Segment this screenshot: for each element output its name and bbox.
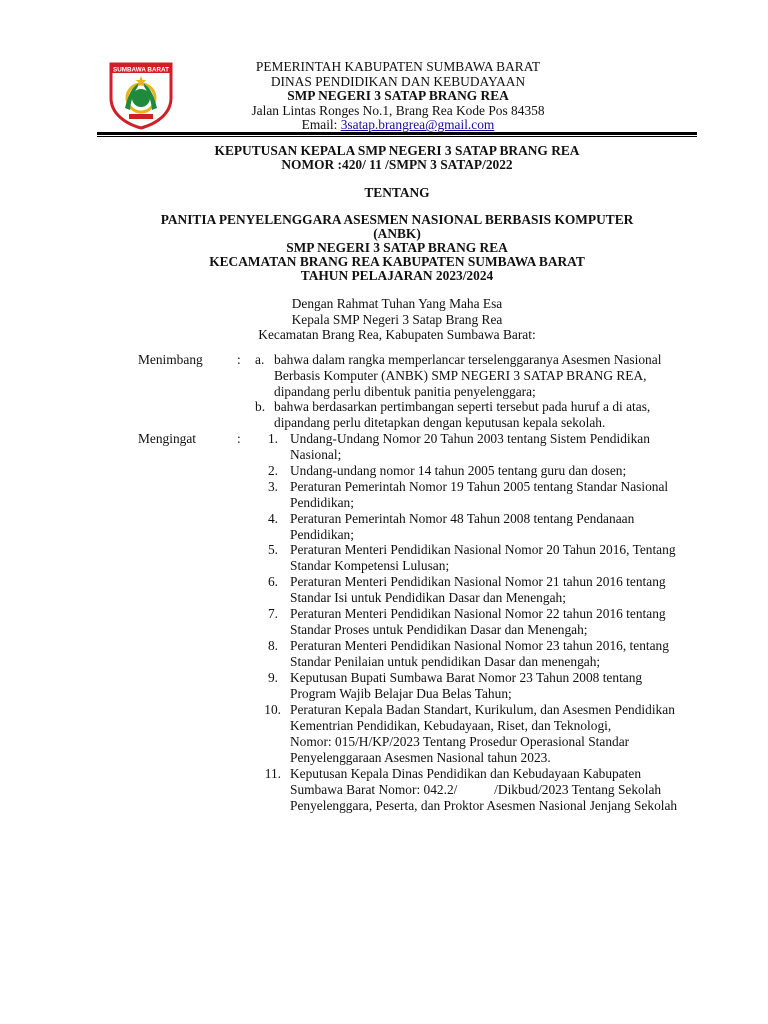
mengingat-number: 2.	[267, 463, 278, 478]
letterhead-department: DINAS PENDIDIKAN DAN KEBUDAYAAN	[270, 73, 526, 89]
letterhead-address: Jalan Lintas Ronges No.1, Brang Rea Kode Pos 84358	[251, 102, 545, 118]
menimbang-text: bahwa dalam rangka memperlancar terselenggaranya Asesmen Nasional	[274, 352, 662, 367]
mengingat-text: Peraturan Menteri Pendidikan Nasional Nomor 23 tahun 2016, tentang	[290, 638, 669, 653]
mengingat-text: Peraturan Kepala Badan Standart, Kurikulum, dan Asesmen Pendidikan	[290, 702, 675, 717]
letterhead-rule-thin	[97, 136, 697, 137]
subject-line: TAHUN PELAJARAN 2023/2024	[300, 268, 494, 283]
mengingat-number: 10.	[264, 702, 281, 717]
mengingat-text: Standar Penilaian untuk pendidikan Dasar dan menengah;	[290, 654, 601, 669]
mengingat-text: Penyelenggara, Peserta, dan Proktor Asesmen Nasional Jenjang Sekolah	[290, 798, 678, 813]
mengingat-number: 3.	[267, 479, 278, 494]
letterhead-rule-thick	[97, 132, 697, 135]
preamble	[97, 296, 697, 343]
mengingat-colon: :	[237, 431, 241, 446]
mengingat-number: 4.	[267, 511, 278, 526]
decree-number: NOMOR :420/ 11 /SMPN 3 SATAP/2022	[281, 157, 513, 172]
mengingat-text: Penyelenggaraan Asesmen Nasional tahun 2023.	[290, 750, 551, 765]
regency-logo	[108, 62, 174, 130]
mengingat-text: Nasional;	[290, 447, 342, 462]
menimbang-text: dipandang perlu ditetapkan dengan keputusan kepala sekolah.	[274, 415, 606, 430]
subject-line: (ANBK)	[373, 226, 421, 241]
letterhead-email-line	[175, 118, 621, 133]
preamble-line: Kepala SMP Negeri 3 Satap Brang Rea	[291, 311, 503, 327]
mengingat-text: Undang-Undang Nomor 20 Tahun 2003 tentang Sistem Pendidikan	[290, 431, 650, 446]
subject-line: KECAMATAN BRANG REA KABUPATEN SUMBAWA BARAT	[209, 254, 585, 269]
mengingat-text: Peraturan Menteri Pendidikan Nasional Nomor 20 Tahun 2016, Tentang	[290, 542, 676, 557]
email-link[interactable]: 3satap.brangrea@gmail.com	[340, 117, 495, 133]
email-label: Email:	[301, 117, 341, 133]
mengingat-text: Standar Kompetensi Lulusan;	[290, 558, 450, 573]
mengingat-number: 9.	[267, 670, 278, 685]
mengingat-number: 8.	[267, 638, 278, 653]
mengingat-text: Pendidikan;	[290, 527, 354, 542]
mengingat-text: Peraturan Menteri Pendidikan Nasional Nomor 22 tahun 2016 tentang	[290, 606, 666, 621]
mengingat-text: Peraturan Pemerintah Nomor 19 Tahun 2005 tentang Standar Nasional	[290, 479, 669, 494]
mengingat-text: Keputusan Bupati Sumbawa Barat Nomor 23 Tahun 2008 tentang	[290, 670, 643, 685]
mengingat-number: 6.	[267, 574, 278, 589]
letterhead-government: PEMERINTAH KABUPATEN SUMBAWA BARAT	[255, 59, 541, 74]
mengingat-text: Nomor: 015/H/KP/2023 Tentang Prosedur Operasional Standar	[290, 734, 630, 749]
mengingat-text: Standar Isi untuk Pendidikan Dasar dan Menengah;	[290, 590, 566, 605]
decree-title-block	[97, 144, 697, 172]
menimbang-marker: a.	[255, 352, 265, 367]
mengingat-text: Standar Proses untuk Pendidikan Dasar dan Menengah;	[290, 622, 588, 637]
preamble-line: Dengan Rahmat Tuhan Yang Maha Esa	[291, 296, 503, 311]
mengingat-label: Mengingat	[138, 431, 197, 446]
mengingat-number: 1.	[267, 431, 278, 446]
mengingat-number: 11.	[264, 766, 281, 781]
menimbang-marker: b.	[255, 399, 266, 414]
mengingat-text: Peraturan Pemerintah Nomor 48 Tahun 2008 tentang Pendanaan	[290, 511, 635, 526]
letterhead	[175, 60, 621, 133]
mengingat-text: Undang-undang nomor 14 tahun 2005 tentang guru dan dosen;	[290, 463, 627, 478]
menimbang-colon: :	[237, 352, 241, 367]
mengingat-text: Keputusan Kepala Dinas Pendidikan dan Kebudayaan Kabupaten	[290, 766, 642, 781]
mengingat-text: Peraturan Menteri Pendidikan Nasional Nomor 21 tahun 2016 tentang	[290, 574, 666, 589]
subject-line: SMP NEGERI 3 SATAP BRANG REA	[286, 240, 508, 255]
preamble-line: Kecamatan Brang Rea, Kabupaten Sumbawa Barat:	[258, 327, 536, 342]
menimbang-label: Menimbang	[138, 352, 203, 367]
menimbang-text: Berbasis Komputer (ANBK) SMP NEGERI 3 SATAP BRANG REA,	[274, 368, 647, 383]
mengingat-number: 5.	[267, 542, 278, 557]
mengingat-text: Kementrian Pendidikan, Kebudayaan, Riset, dan Teknologi,	[290, 718, 612, 733]
decree-subject	[97, 213, 697, 283]
mengingat-number: 7.	[267, 606, 278, 621]
mengingat-text: Sumbawa Barat Nomor: 042.2/ /Dikbud/2023 Tentang Sekolah	[290, 782, 662, 797]
mengingat-text: Pendidikan;	[290, 495, 354, 510]
mengingat-text: Program Wajib Belajar Dua Belas Tahun;	[290, 686, 512, 701]
menimbang-text: dipandang perlu dibentuk panitia penyelenggara;	[274, 384, 536, 399]
decree-title: KEPUTUSAN KEPALA SMP NEGERI 3 SATAP BRANG REA	[214, 143, 580, 158]
logo-banner-text: SUMBAWA BARAT	[113, 66, 169, 74]
letterhead-school: SMP NEGERI 3 SATAP BRANG REA	[287, 88, 509, 104]
subject-line: PANITIA PENYELENGGARA ASESMEN NASIONAL BERBASIS KOMPUTER	[160, 212, 634, 227]
menimbang-text: bahwa berdasarkan pertimbangan seperti tersebut pada huruf a di atas,	[274, 399, 651, 414]
decree-about: TENTANG	[364, 185, 430, 200]
